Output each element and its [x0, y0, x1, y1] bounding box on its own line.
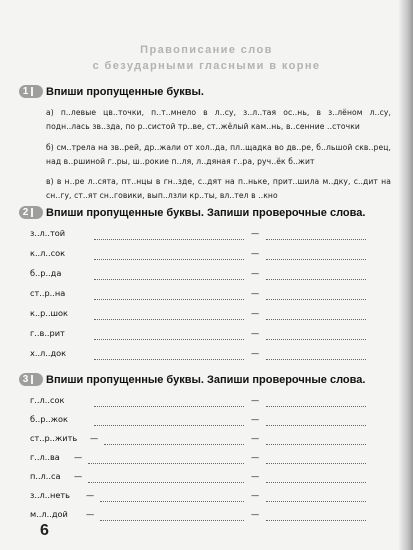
word-to-fill: г..л..сок: [30, 395, 65, 405]
word-to-fill: г..л..ва: [30, 452, 60, 462]
dash: —: [251, 395, 260, 405]
exercise-1-part-b: б) см..трела на зв..рей, др..жали от хол..да, пл..щадка во дв..ре, б..льшой скв..рец, над в..ршиной г..ры, ш..рокие п..ля, л..дяная г..ра, руч..ёк б..жит: [46, 142, 391, 166]
dash: —: [251, 248, 260, 258]
exercise-2-row: [30, 246, 360, 264]
check-word-line[interactable]: [266, 359, 366, 360]
dash: —: [251, 348, 260, 358]
word-to-fill: п..л..са: [30, 471, 61, 481]
exercise-3-row: [30, 507, 360, 525]
check-word-line[interactable]: [266, 463, 366, 464]
title-line-1: Правописание слов: [140, 44, 273, 56]
answer-line[interactable]: [94, 406, 244, 407]
check-word-line[interactable]: [266, 406, 366, 407]
exercise-3-row: [30, 431, 360, 449]
answer-line[interactable]: [94, 239, 244, 240]
word-to-fill: м..л..дой: [30, 509, 68, 519]
dash: —: [74, 471, 83, 481]
check-word-line[interactable]: [266, 501, 366, 502]
dash: —: [90, 433, 99, 443]
check-word-line[interactable]: [266, 520, 366, 521]
answer-line[interactable]: [94, 359, 244, 360]
dash: —: [86, 509, 95, 519]
answer-line[interactable]: [88, 463, 244, 464]
word-to-fill: г..в..рит: [30, 328, 65, 338]
exercise-2: [22, 205, 391, 221]
exercise-1-part-c: в) в н..ре л..сята, пт..нцы в гн..зде, с..дят на п..ньке, прит..шила м..дку, с..дит на сн..гу, ст..ят сн..говики, вып..лзли кр..ты, вл..тел в ..кно: [46, 177, 391, 201]
exercise-3-row: [30, 469, 360, 487]
exercise-2-row: [30, 266, 360, 284]
word-to-fill: з..л..неть: [30, 490, 70, 500]
exercise-2-row: [30, 286, 360, 304]
dash: —: [251, 452, 260, 462]
exercise-1: [22, 84, 391, 204]
exercise-2-number-badge: 2: [19, 206, 43, 219]
page-title: [0, 42, 413, 74]
word-to-fill: з..л..той: [30, 228, 66, 238]
dash: —: [251, 328, 260, 338]
exercise-2-row: [30, 326, 360, 344]
word-to-fill: к..л..сок: [30, 248, 66, 258]
check-word-line[interactable]: [266, 339, 366, 340]
word-to-fill: х..л..док: [30, 348, 67, 358]
dash: —: [74, 452, 83, 462]
dash: —: [251, 308, 260, 318]
dash: —: [251, 228, 260, 238]
exercise-2-row: [30, 306, 360, 324]
exercise-2-row: [30, 346, 360, 364]
page-edge-shadow: [398, 0, 413, 550]
exercise-1-number-badge: 1: [19, 85, 43, 98]
dash: —: [251, 288, 260, 298]
dash: —: [251, 490, 260, 500]
answer-line[interactable]: [104, 444, 244, 445]
check-word-line[interactable]: [266, 239, 366, 240]
check-word-line[interactable]: [266, 319, 366, 320]
answer-line[interactable]: [94, 339, 244, 340]
answer-line[interactable]: [94, 279, 244, 280]
check-word-line[interactable]: [266, 259, 366, 260]
dash: —: [251, 268, 260, 278]
exercise-1-heading: Впиши пропущенные буквы.: [46, 86, 204, 98]
dash: —: [86, 490, 95, 500]
word-to-fill: ст..р..жить: [30, 433, 78, 443]
exercise-3-row: [30, 412, 360, 430]
exercise-2-row: [30, 226, 360, 244]
exercise-3-number-badge: 3: [19, 373, 43, 386]
exercise-3-row: [30, 450, 360, 468]
exercise-3: [22, 372, 391, 388]
dash: —: [251, 471, 260, 481]
answer-line[interactable]: [100, 501, 244, 502]
dash: —: [251, 509, 260, 519]
page-number: 6: [40, 522, 49, 539]
title-line-2: с безударными гласными в корне: [92, 60, 321, 72]
word-to-fill: б..р..жок: [30, 414, 68, 424]
exercise-3-row: [30, 488, 360, 506]
word-to-fill: к..р..шок: [30, 308, 68, 318]
word-to-fill: б..р..да: [30, 268, 62, 278]
answer-line[interactable]: [88, 482, 244, 483]
exercise-3-row: [30, 393, 360, 411]
check-word-line[interactable]: [266, 425, 366, 426]
answer-line[interactable]: [94, 299, 244, 300]
exercise-3-heading: Впиши пропущенные буквы. Запиши проверочные слова.: [46, 374, 366, 386]
check-word-line[interactable]: [266, 444, 366, 445]
check-word-line[interactable]: [266, 279, 366, 280]
dash: —: [251, 433, 260, 443]
answer-line[interactable]: [94, 425, 244, 426]
answer-line[interactable]: [94, 319, 244, 320]
answer-line[interactable]: [100, 520, 244, 521]
dash: —: [251, 414, 260, 424]
word-to-fill: ст..р..на: [30, 288, 66, 298]
check-word-line[interactable]: [266, 482, 366, 483]
check-word-line[interactable]: [266, 299, 366, 300]
answer-line[interactable]: [94, 259, 244, 260]
exercise-1-part-a: а) п..левые цв..точки, п..т..мнело в л..су, з..л..тая ос..нь, в з..лёном л..су, подн..лась зв..зда, по р..систой тр..ве, ст..жёлый кам..нь, в..сенние ..сточки: [46, 108, 391, 132]
exercise-2-heading: Впиши пропущенные буквы. Запиши проверочные слова.: [46, 207, 366, 219]
